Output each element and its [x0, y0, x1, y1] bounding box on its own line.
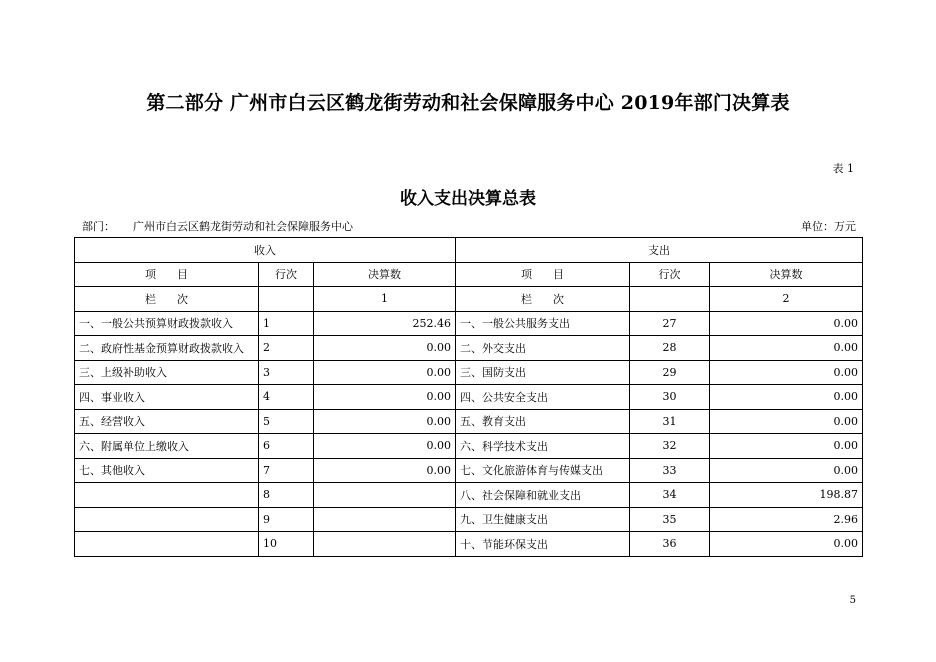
income-item-cell: 一、一般公共预算财政拨款收入: [75, 311, 259, 336]
expense-line-cell: 28: [630, 336, 710, 361]
income-item-cell: [75, 507, 259, 532]
department-name: 广州市白云区鹤龙街劳动和社会保障服务中心: [133, 220, 353, 233]
expense-line-cell: 36: [630, 532, 710, 557]
department-line: [82, 218, 353, 234]
header-row-columns: [75, 262, 863, 287]
income-amount-cell: 0.00: [314, 409, 456, 434]
income-expense-table: [74, 237, 863, 557]
department-label: 部门：: [82, 220, 115, 233]
income-line-cell: 10: [259, 532, 314, 557]
expense-item-cell: 十、节能环保支出: [456, 532, 630, 557]
expense-amount-cell: 0.00: [710, 434, 863, 459]
header-row-sections: [75, 238, 863, 263]
income-amount-cell: [314, 532, 456, 557]
table-row: [75, 360, 863, 385]
income-line-cell: 4: [259, 385, 314, 410]
income-item-cell: 五、经营收入: [75, 409, 259, 434]
page-title: 第二部分 广州市白云区鹤龙街劳动和社会保障服务中心 2019年部门决算表: [146, 92, 790, 114]
expense-line-cell: 31: [630, 409, 710, 434]
expense-item-cell: 六、科学技术支出: [456, 434, 630, 459]
income-amount-cell: 0.00: [314, 336, 456, 361]
income-amount-cell: 0.00: [314, 458, 456, 483]
expense-amount-cell: 0.00: [710, 336, 863, 361]
income-column-number: 1: [314, 287, 456, 312]
header-row-column-numbers: [75, 287, 863, 312]
income-amount-cell: 0.00: [314, 434, 456, 459]
income-line-cell: 3: [259, 360, 314, 385]
expense-line-cell: 35: [630, 507, 710, 532]
income-line-cell: 6: [259, 434, 314, 459]
expense-amount-cell: 198.87: [710, 483, 863, 508]
expense-amount-cell: 0.00: [710, 311, 863, 336]
expense-item-cell: 一、一般公共服务支出: [456, 311, 630, 336]
expense-item-cell: 三、国防支出: [456, 360, 630, 385]
table-row: [75, 507, 863, 532]
expense-line-cell: 34: [630, 483, 710, 508]
table-row: [75, 311, 863, 336]
income-item-header: 项 目: [75, 262, 259, 287]
income-item-cell: 三、上级补助收入: [75, 360, 259, 385]
table-row: [75, 458, 863, 483]
expense-line-cell: 32: [630, 434, 710, 459]
income-line-cell: 2: [259, 336, 314, 361]
expense-amount-cell: 0.00: [710, 360, 863, 385]
income-column-blank: [259, 287, 314, 312]
expense-amount-cell: 0.00: [710, 532, 863, 557]
expense-amount-header: 决算数: [710, 262, 863, 287]
income-item-cell: [75, 483, 259, 508]
expense-line-header: 行次: [630, 262, 710, 287]
unit-label: 单位：万元: [801, 220, 856, 233]
income-section-header: 收入: [75, 238, 456, 263]
income-item-cell: [75, 532, 259, 557]
income-amount-header: 决算数: [314, 262, 456, 287]
expense-column-label: 栏 次: [456, 287, 630, 312]
expense-item-cell: 四、公共安全支出: [456, 385, 630, 410]
income-line-cell: 9: [259, 507, 314, 532]
income-item-cell: 七、其他收入: [75, 458, 259, 483]
expense-amount-cell: 0.00: [710, 458, 863, 483]
income-line-cell: 8: [259, 483, 314, 508]
income-line-header: 行次: [259, 262, 314, 287]
expense-amount-cell: 2.96: [710, 507, 863, 532]
expense-item-cell: 九、卫生健康支出: [456, 507, 630, 532]
income-amount-cell: 0.00: [314, 360, 456, 385]
expense-item-cell: 五、教育支出: [456, 409, 630, 434]
income-amount-cell: 252.46: [314, 311, 456, 336]
table-row: [75, 532, 863, 557]
table-row: [75, 336, 863, 361]
table-row: [75, 385, 863, 410]
table-row: [75, 483, 863, 508]
page-number: 5: [849, 595, 856, 606]
income-column-label: 栏 次: [75, 287, 259, 312]
expense-line-cell: 29: [630, 360, 710, 385]
expense-line-cell: 30: [630, 385, 710, 410]
income-line-cell: 7: [259, 458, 314, 483]
income-item-cell: 四、事业收入: [75, 385, 259, 410]
expense-line-cell: 33: [630, 458, 710, 483]
expense-column-number: 2: [710, 287, 863, 312]
table-row: [75, 434, 863, 459]
expense-line-cell: 27: [630, 311, 710, 336]
expense-amount-cell: 0.00: [710, 409, 863, 434]
table-title: 收入支出决算总表: [400, 189, 536, 209]
income-amount-cell: [314, 483, 456, 508]
income-item-cell: 二、政府性基金预算财政拨款收入: [75, 336, 259, 361]
income-line-cell: 5: [259, 409, 314, 434]
expense-item-cell: 八、社会保障和就业支出: [456, 483, 630, 508]
income-line-cell: 1: [259, 311, 314, 336]
expense-column-blank: [630, 287, 710, 312]
table-row: [75, 409, 863, 434]
table-number: 表 1: [832, 162, 854, 175]
expense-section-header: 支出: [456, 238, 863, 263]
expense-amount-cell: 0.00: [710, 385, 863, 410]
income-amount-cell: 0.00: [314, 385, 456, 410]
expense-item-cell: 七、文化旅游体育与传媒支出: [456, 458, 630, 483]
income-amount-cell: [314, 507, 456, 532]
expense-item-cell: 二、外交支出: [456, 336, 630, 361]
income-item-cell: 六、附属单位上缴收入: [75, 434, 259, 459]
expense-item-header: 项 目: [456, 262, 630, 287]
